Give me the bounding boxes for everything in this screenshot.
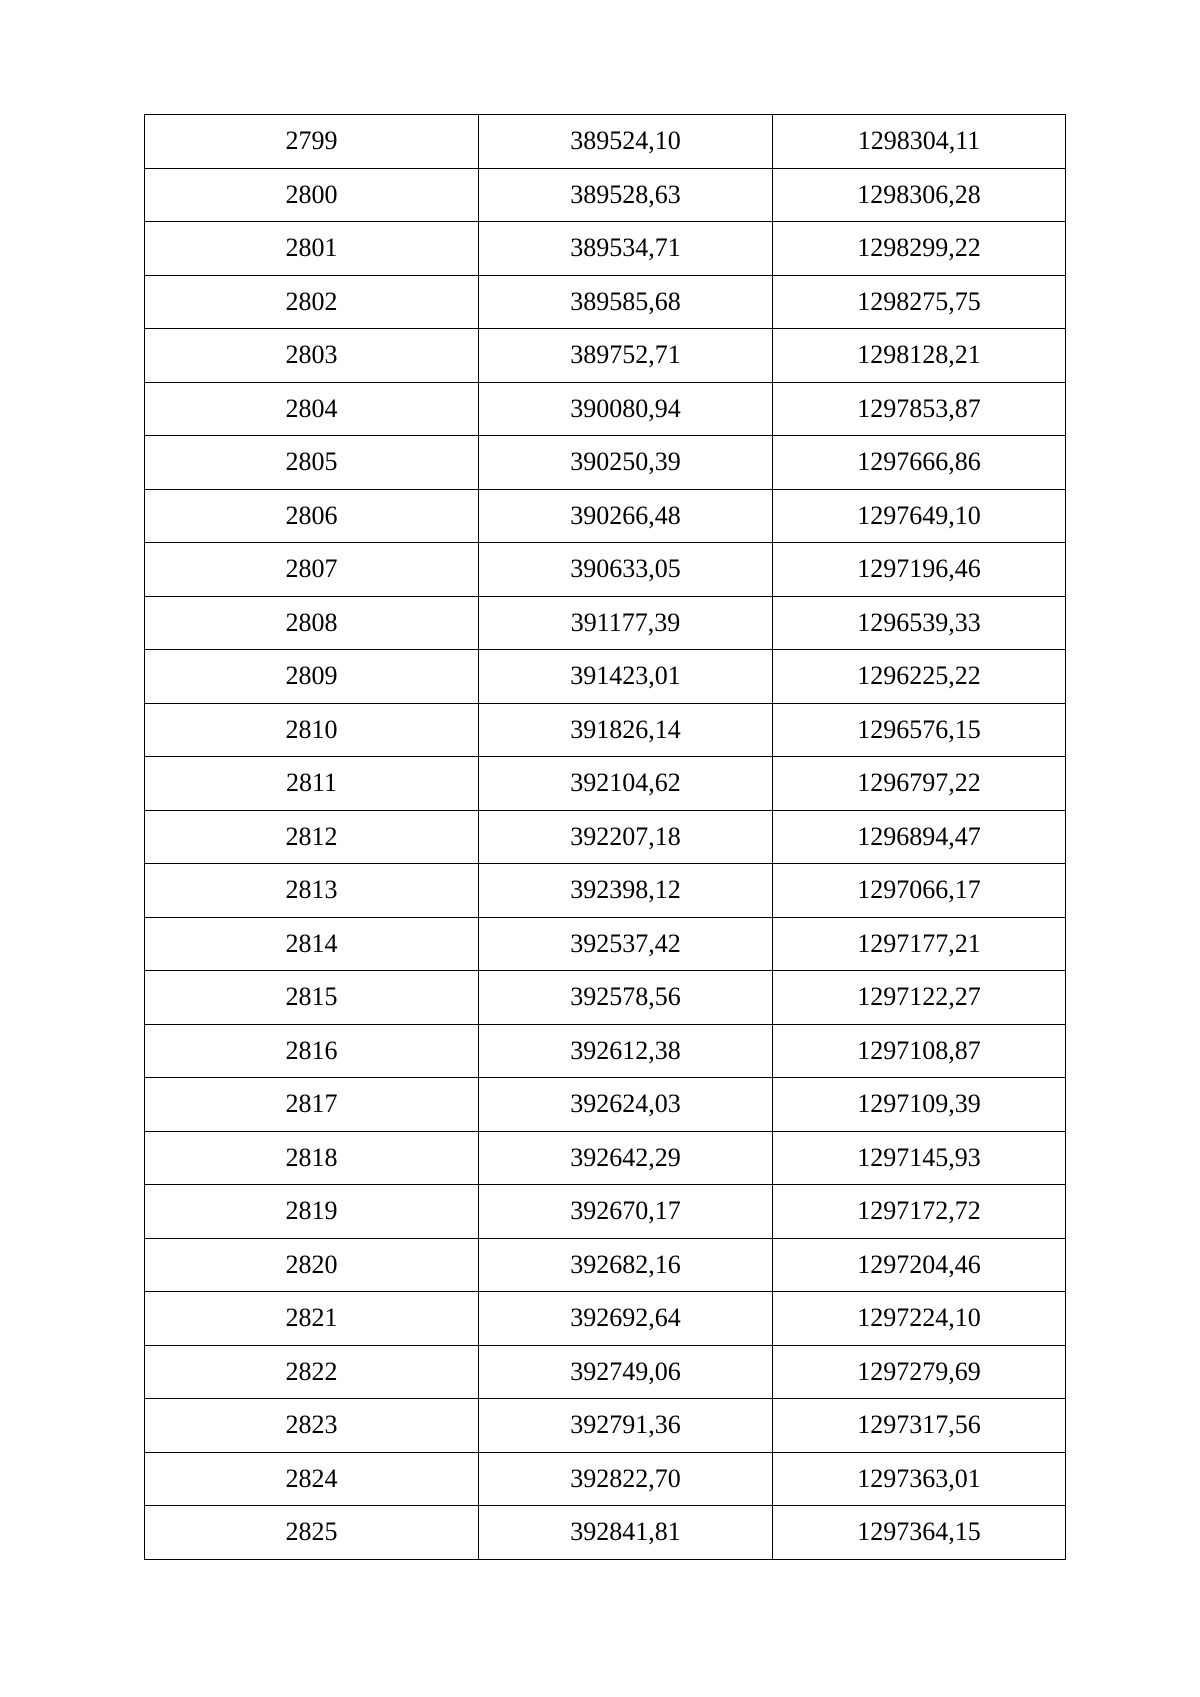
x-coordinate-cell: 391826,14 — [479, 703, 773, 757]
table-row — [145, 757, 1066, 811]
point-number-cell: 2825 — [145, 1506, 479, 1560]
table-row — [145, 329, 1066, 383]
x-coordinate-cell: 390250,39 — [479, 436, 773, 490]
point-number-cell: 2816 — [145, 1024, 479, 1078]
y-coordinate-cell: 1297145,93 — [773, 1131, 1066, 1185]
x-coordinate-cell: 390633,05 — [479, 543, 773, 597]
point-number-cell: 2812 — [145, 810, 479, 864]
x-coordinate-cell: 392537,42 — [479, 917, 773, 971]
y-coordinate-cell: 1298304,11 — [773, 115, 1066, 169]
y-coordinate-cell: 1297224,10 — [773, 1292, 1066, 1346]
table-row — [145, 543, 1066, 597]
y-coordinate-cell: 1297363,01 — [773, 1452, 1066, 1506]
table-row — [145, 703, 1066, 757]
x-coordinate-cell: 391177,39 — [479, 596, 773, 650]
y-coordinate-cell: 1297109,39 — [773, 1078, 1066, 1132]
x-coordinate-cell: 390266,48 — [479, 489, 773, 543]
y-coordinate-cell: 1297204,46 — [773, 1238, 1066, 1292]
y-coordinate-cell: 1297317,56 — [773, 1399, 1066, 1453]
y-coordinate-cell: 1297853,87 — [773, 382, 1066, 436]
point-number-cell: 2806 — [145, 489, 479, 543]
point-number-cell: 2803 — [145, 329, 479, 383]
x-coordinate-cell: 389585,68 — [479, 275, 773, 329]
x-coordinate-cell: 389528,63 — [479, 168, 773, 222]
x-coordinate-cell: 392749,06 — [479, 1345, 773, 1399]
point-number-cell: 2807 — [145, 543, 479, 597]
y-coordinate-cell: 1297172,72 — [773, 1185, 1066, 1239]
y-coordinate-cell: 1297666,86 — [773, 436, 1066, 490]
table-row — [145, 1131, 1066, 1185]
table-row — [145, 1292, 1066, 1346]
y-coordinate-cell: 1297066,17 — [773, 864, 1066, 918]
y-coordinate-cell: 1297108,87 — [773, 1024, 1066, 1078]
point-number-cell: 2804 — [145, 382, 479, 436]
point-number-cell: 2810 — [145, 703, 479, 757]
x-coordinate-cell: 392207,18 — [479, 810, 773, 864]
point-number-cell: 2822 — [145, 1345, 479, 1399]
y-coordinate-cell: 1297177,21 — [773, 917, 1066, 971]
y-coordinate-cell: 1296894,47 — [773, 810, 1066, 864]
y-coordinate-cell: 1298299,22 — [773, 222, 1066, 276]
point-number-cell: 2817 — [145, 1078, 479, 1132]
point-number-cell: 2811 — [145, 757, 479, 811]
table-row — [145, 1506, 1066, 1560]
point-number-cell: 2813 — [145, 864, 479, 918]
table-row — [145, 596, 1066, 650]
y-coordinate-cell: 1298128,21 — [773, 329, 1066, 383]
table-row — [145, 650, 1066, 704]
point-number-cell: 2799 — [145, 115, 479, 169]
y-coordinate-cell: 1297364,15 — [773, 1506, 1066, 1560]
point-number-cell: 2818 — [145, 1131, 479, 1185]
table-row — [145, 864, 1066, 918]
x-coordinate-cell: 392822,70 — [479, 1452, 773, 1506]
point-number-cell: 2808 — [145, 596, 479, 650]
coordinates-table — [144, 114, 1066, 1560]
x-coordinate-cell: 389534,71 — [479, 222, 773, 276]
y-coordinate-cell: 1297279,69 — [773, 1345, 1066, 1399]
y-coordinate-cell: 1296797,22 — [773, 757, 1066, 811]
x-coordinate-cell: 392642,29 — [479, 1131, 773, 1185]
point-number-cell: 2814 — [145, 917, 479, 971]
table-row — [145, 1345, 1066, 1399]
x-coordinate-cell: 392612,38 — [479, 1024, 773, 1078]
table-row — [145, 382, 1066, 436]
y-coordinate-cell: 1296539,33 — [773, 596, 1066, 650]
x-coordinate-cell: 391423,01 — [479, 650, 773, 704]
point-number-cell: 2800 — [145, 168, 479, 222]
y-coordinate-cell: 1298275,75 — [773, 275, 1066, 329]
y-coordinate-cell: 1296576,15 — [773, 703, 1066, 757]
x-coordinate-cell: 390080,94 — [479, 382, 773, 436]
point-number-cell: 2821 — [145, 1292, 479, 1346]
table-row — [145, 1185, 1066, 1239]
x-coordinate-cell: 392104,62 — [479, 757, 773, 811]
y-coordinate-cell: 1297649,10 — [773, 489, 1066, 543]
table-row — [145, 1024, 1066, 1078]
x-coordinate-cell: 392398,12 — [479, 864, 773, 918]
x-coordinate-cell: 392841,81 — [479, 1506, 773, 1560]
point-number-cell: 2809 — [145, 650, 479, 704]
table-row — [145, 1238, 1066, 1292]
point-number-cell: 2801 — [145, 222, 479, 276]
x-coordinate-cell: 392682,16 — [479, 1238, 773, 1292]
x-coordinate-cell: 389752,71 — [479, 329, 773, 383]
table-row — [145, 1399, 1066, 1453]
point-number-cell: 2820 — [145, 1238, 479, 1292]
table-row — [145, 1078, 1066, 1132]
point-number-cell: 2823 — [145, 1399, 479, 1453]
table-row — [145, 971, 1066, 1025]
table-row — [145, 1452, 1066, 1506]
table-row — [145, 917, 1066, 971]
table-row — [145, 222, 1066, 276]
y-coordinate-cell: 1296225,22 — [773, 650, 1066, 704]
table-row — [145, 275, 1066, 329]
table-row — [145, 810, 1066, 864]
x-coordinate-cell: 392670,17 — [479, 1185, 773, 1239]
point-number-cell: 2802 — [145, 275, 479, 329]
table-row — [145, 489, 1066, 543]
point-number-cell: 2824 — [145, 1452, 479, 1506]
x-coordinate-cell: 392791,36 — [479, 1399, 773, 1453]
y-coordinate-cell: 1297122,27 — [773, 971, 1066, 1025]
point-number-cell: 2805 — [145, 436, 479, 490]
x-coordinate-cell: 392692,64 — [479, 1292, 773, 1346]
table-row — [145, 436, 1066, 490]
x-coordinate-cell: 389524,10 — [479, 115, 773, 169]
point-number-cell: 2819 — [145, 1185, 479, 1239]
point-number-cell: 2815 — [145, 971, 479, 1025]
x-coordinate-cell: 392578,56 — [479, 971, 773, 1025]
y-coordinate-cell: 1298306,28 — [773, 168, 1066, 222]
y-coordinate-cell: 1297196,46 — [773, 543, 1066, 597]
coordinates-table-body — [145, 115, 1066, 1560]
table-row — [145, 168, 1066, 222]
table-row — [145, 115, 1066, 169]
x-coordinate-cell: 392624,03 — [479, 1078, 773, 1132]
